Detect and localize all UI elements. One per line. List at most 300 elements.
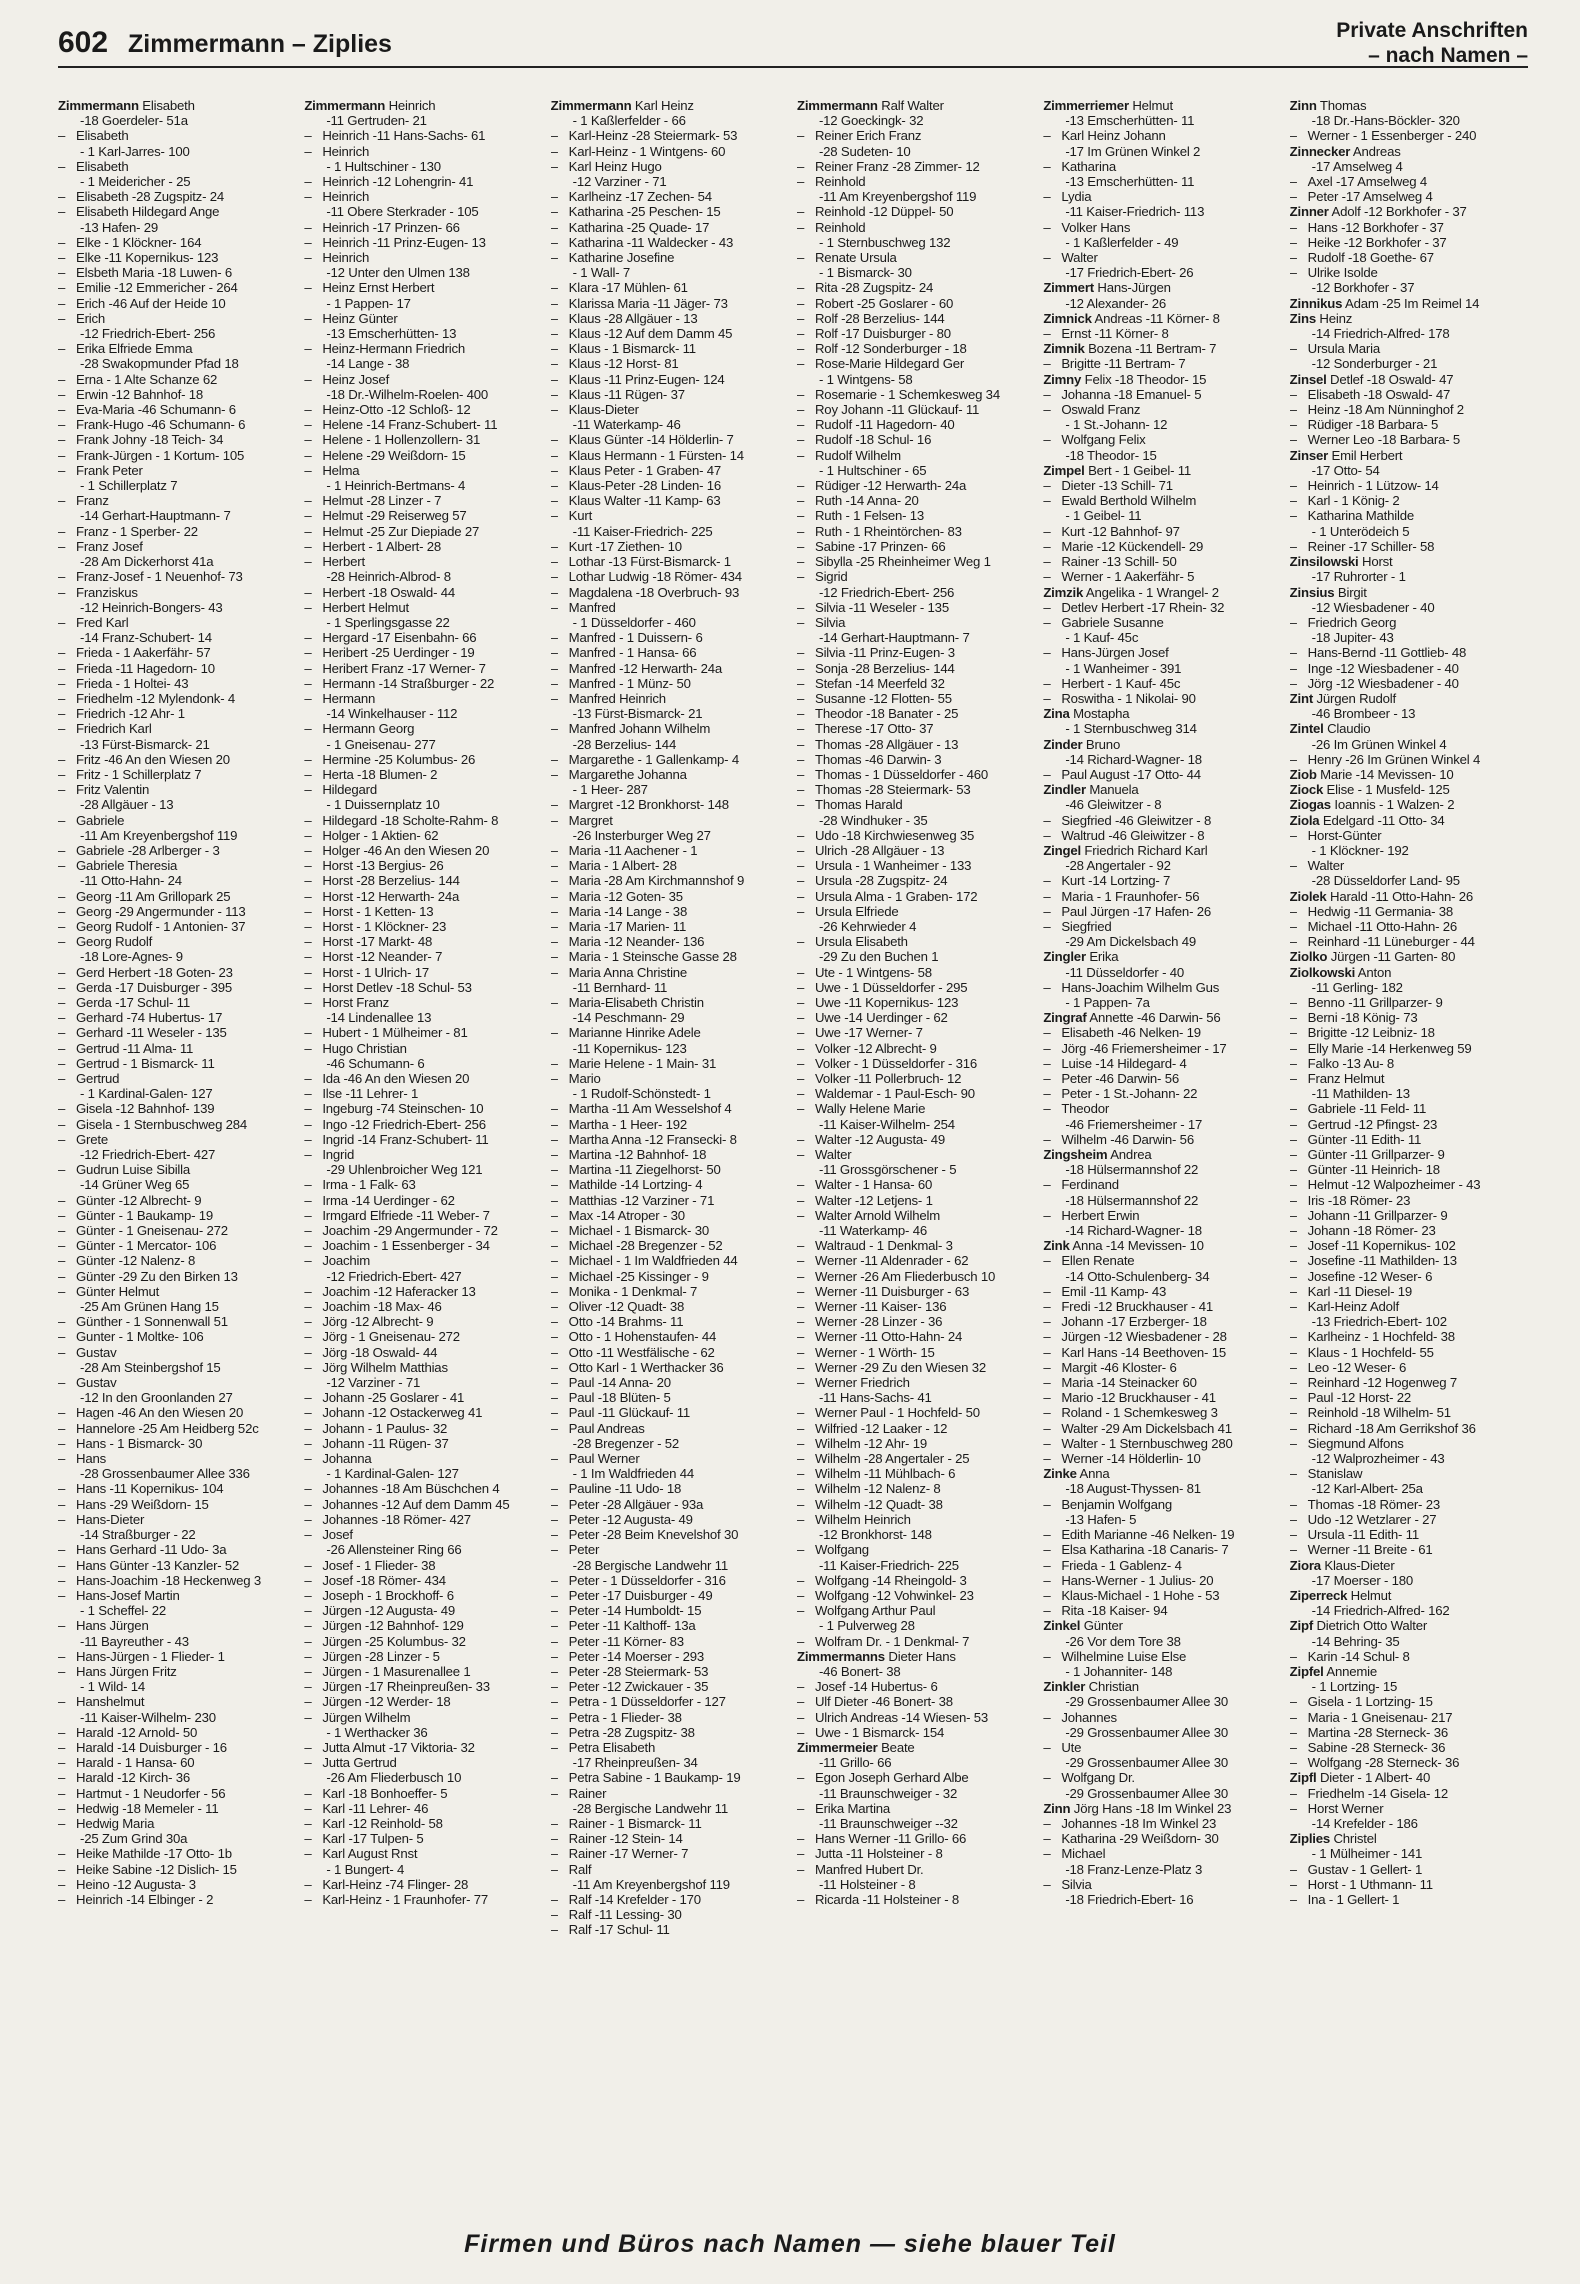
directory-entry: – Martina -11 Ziegelhorst- 50: [550, 1162, 721, 1178]
directory-entry: – Rainer -17 Werner- 7: [550, 1846, 689, 1862]
directory-entry: – Helmut -25 Zur Diepiade 27: [304, 523, 480, 539]
directory-entry: – Petra Sabine - 1 Baukamp- 19: [550, 1770, 741, 1786]
directory-entry: – Egon Joseph Gerhard Albe: [796, 1770, 969, 1786]
directory-entry: – Rainer: [550, 1785, 607, 1801]
directory-entry: – Karl -18 Bonhoeffer- 5: [304, 1785, 448, 1801]
directory-entry: -12 Heinrich-Bongers- 43: [80, 599, 223, 615]
directory-entry: – Heinrich -11 Prinz-Eugen- 13: [304, 234, 486, 250]
directory-entry: – Franz: [58, 493, 109, 509]
directory-entry: – Werner -11 Kaiser- 136: [796, 1299, 947, 1315]
directory-entry: – Joseph - 1 Brockhoff- 6: [304, 1587, 454, 1603]
directory-entry: – Klaus Hermann - 1 Fürsten- 14: [550, 447, 744, 463]
directory-entry: – Benjamin Wolfgang: [1043, 1496, 1173, 1512]
directory-entry: -13 Hafen- 29: [80, 219, 159, 235]
directory-entry: Zinkler Christian: [1043, 1679, 1139, 1695]
directory-entry: – Karl-Heinz Adolf: [1289, 1299, 1399, 1315]
directory-entry: – Edith Marianne -46 Nelken- 19: [1043, 1527, 1235, 1543]
directory-entry: – Ursula -11 Edith- 11: [1289, 1527, 1419, 1543]
directory-entry: – Katharina -11 Waldecker - 43: [550, 234, 734, 250]
directory-entry: – Ingrid -14 Franz-Schubert- 11: [304, 1131, 489, 1147]
directory-entry: – Günter -11 Heinrich- 18: [1289, 1162, 1440, 1178]
directory-entry: – Hildegard: [304, 782, 377, 798]
directory-entry: Zinser Emil Herbert: [1289, 447, 1403, 463]
directory-entry: – Manfred - 1 Hansa- 66: [550, 645, 697, 661]
directory-entry: – Martina -12 Bahnhof- 18: [550, 1147, 707, 1163]
directory-entry: – Maria -12 Goten- 35: [550, 888, 683, 904]
directory-entry: -11 Grillo- 66: [818, 1755, 892, 1771]
directory-entry: – Maria -14 Lange - 38: [550, 903, 688, 919]
directory-entry: – Holger -46 An den Wiesen 20: [304, 842, 490, 858]
directory-entry: – Jürgen -25 Kolumbus- 32: [304, 1633, 466, 1649]
directory-entry: Zimmermeier Beate: [796, 1739, 915, 1755]
directory-entry: -14 Lindenallee 13: [326, 1010, 432, 1026]
directory-entry: – Franz - 1 Sperber- 22: [58, 523, 198, 539]
directory-entry: – Maria - 1 Gneisenau- 217: [1289, 1709, 1453, 1725]
directory-entry: – Leo -12 Weser- 6: [1289, 1359, 1407, 1375]
directory-entry: -14 Krefelder - 186: [1311, 1815, 1418, 1831]
directory-entry: -26 Insterburger Weg 27: [572, 827, 711, 843]
directory-entry: – Friedrich Georg: [1289, 614, 1397, 630]
directory-entry: – Rainer -13 Schill- 50: [1043, 554, 1177, 570]
directory-entry: – Werner Paul - 1 Hochfeld- 50: [796, 1405, 980, 1421]
directory-entry: – Klaus -11 Rügen- 37: [550, 386, 685, 402]
directory-entry: - 1 Schillerplatz 7: [80, 478, 178, 494]
directory-entry: Ziola Edelgard -11 Otto- 34: [1289, 812, 1445, 828]
directory-entry: – Peter -11 Kalthoff- 13a: [550, 1618, 696, 1634]
directory-entry: – Ingeburg -74 Steinschen- 10: [304, 1101, 484, 1117]
directory-entry: Zimmermann Elisabeth: [58, 98, 195, 113]
directory-entry: – Johannes: [1043, 1709, 1117, 1725]
directory-entry: Zinn Jörg Hans -18 Im Winkel 23: [1043, 1800, 1232, 1816]
directory-entry: – Maria -11 Aachener - 1: [550, 842, 698, 858]
directory-entry: -11 Am Kreyenbergshof 119: [80, 827, 238, 843]
directory-entry: - 1 Im Waldfrieden 44: [572, 1466, 695, 1482]
directory-entry: – Waltrud -46 Gleiwitzer - 8: [1043, 827, 1205, 843]
directory-entry: – Heinrich -14 Elbinger - 2: [58, 1891, 214, 1907]
directory-entry: – Falko -13 Au- 8: [1289, 1055, 1395, 1071]
directory-entry: – Hedwig -18 Memeler - 11: [58, 1800, 219, 1816]
directory-entry: – Volker Hans: [1043, 219, 1131, 235]
directory-entry: – Georg -29 Angermunder - 113: [58, 903, 246, 919]
directory-entry: – Sibylla -25 Rheinheimer Weg 1: [796, 554, 991, 570]
directory-entry: – Helmut -12 Walpozheimer - 43: [1289, 1177, 1481, 1193]
directory-entry: -18 Hülsermannshof 22: [1065, 1192, 1199, 1208]
directory-entry: – Herbert -18 Oswald- 44: [304, 584, 455, 600]
directory-entry: – Jutta -11 Holsteiner - 8: [796, 1846, 943, 1862]
directory-entry: – Hans Jürgen: [58, 1618, 149, 1634]
directory-entry: – Reinhard -11 Lüneburger - 44: [1289, 934, 1475, 950]
directory-entry: - 1 Unterödeich 5: [1311, 523, 1410, 539]
directory-entry: -26 Im Grünen Winkel 4: [1311, 736, 1447, 752]
directory-entry: – Erich: [58, 310, 106, 326]
directory-entry: – Joachim -12 Haferacker 13: [304, 1283, 476, 1299]
directory-entry: – Horst -13 Bergius- 26: [304, 858, 444, 874]
section-title-line1: Private Anschriften: [1336, 19, 1528, 42]
directory-entry: – Erika Martina: [796, 1800, 891, 1816]
directory-entry: – Marie -12 Kückendell- 29: [1043, 538, 1204, 554]
directory-entry: – Volker -11 Pollerbruch- 12: [796, 1071, 962, 1086]
directory-entry: Zinke Anna: [1043, 1466, 1110, 1482]
directory-entry: -14 Otto-Schulenberg- 34: [1065, 1268, 1210, 1284]
directory-entry: – Karl Heinz Johann: [1043, 128, 1166, 144]
directory-entry: Zinnikus Adam -25 Im Reimel 14: [1289, 295, 1480, 311]
directory-entry: – Lothar Ludwig -18 Römer- 434: [550, 569, 742, 585]
directory-entry: -11 Waterkamp- 46: [572, 417, 681, 433]
directory-entry: – Jürgen -12 Werder- 18: [304, 1694, 451, 1710]
directory-entry: Zins Heinz: [1289, 310, 1353, 326]
directory-entry: – Herbert Helmut: [304, 599, 409, 615]
directory-entry: – Ute: [1043, 1739, 1082, 1755]
directory-entry: -11 Bayreuther - 43: [80, 1633, 189, 1649]
directory-entry: – Heike Mathilde -17 Otto- 1b: [58, 1846, 232, 1862]
directory-entry: – Heinz-Hermann Friedrich: [304, 341, 466, 357]
directory-entry: – Petra Elisabeth: [550, 1739, 656, 1755]
directory-entry: – Sonja -28 Berzelius- 144: [796, 660, 955, 676]
directory-entry: – Johannes -18 Im Winkel 23: [1043, 1815, 1217, 1831]
directory-entry: -28 Windhuker - 35: [818, 812, 928, 828]
directory-entry: - 1 Meidericher - 25: [80, 174, 191, 190]
directory-entry: – Gabriele Theresia: [58, 858, 178, 874]
footer-note: Firmen und Büros nach Namen — siehe blauer Teil: [464, 2230, 1116, 2258]
directory-entry: -11 Braunschweiger --32: [818, 1815, 958, 1831]
directory-entry: -18 Jupiter- 43: [1311, 630, 1394, 646]
directory-entry: – Peter: [550, 1542, 600, 1558]
directory-entry: – Klaus -11 Prinz-Eugen- 124: [550, 371, 725, 387]
directory-entry: – Werner -26 Am Fliederbusch 10: [796, 1268, 996, 1284]
directory-entry: – Otto -11 Westfälische - 62: [550, 1344, 715, 1360]
directory-entry: – Emilie -12 Emmericher - 264: [58, 280, 238, 296]
directory-entry: – Gabriele: [58, 812, 125, 828]
directory-entry: – Gerhard -11 Weseler - 135: [58, 1025, 227, 1041]
directory-entry: -46 Friemersheimer - 17: [1065, 1116, 1203, 1132]
directory-entry: – Herbert - 1 Albert- 28: [304, 538, 442, 554]
directory-entry: - 1 Pappen- 17: [326, 295, 411, 311]
directory-entry: – Klaus Walter -11 Kamp- 63: [550, 493, 721, 509]
directory-entry: – Elisabeth: [58, 158, 129, 174]
directory-entry: – Hans Jürgen Fritz: [58, 1663, 177, 1679]
directory-entry: – Klarissa Maria -11 Jäger- 73: [550, 295, 728, 311]
directory-entry: Zingsheim Andrea: [1043, 1147, 1152, 1163]
directory-entry: – Ida -46 An den Wiesen 20: [304, 1071, 470, 1086]
directory-entry: -11 Kaiser-Friedrich- 225: [818, 1557, 959, 1573]
directory-entry: – Ingrid: [304, 1147, 355, 1163]
directory-entry: -18 Lore-Agnes- 9: [80, 949, 183, 965]
directory-entry: – Karl -17 Tulpen- 5: [304, 1831, 424, 1847]
directory-entry: – Ruth - 1 Felsen- 13: [796, 508, 925, 524]
directory-entry: – Margret -12 Bronkhorst- 148: [550, 797, 729, 813]
directory-entry: -12 Borkhofer - 37: [1311, 280, 1415, 296]
directory-entry: – Paul Werner: [550, 1451, 640, 1467]
directory-entry: – Klaus -12 Horst- 81: [550, 356, 679, 372]
directory-entry: – Karl Heinz Hugo: [550, 158, 662, 174]
directory-entry: -12 Bronkhorst- 148: [818, 1527, 932, 1543]
directory-entry: – Frieda - 1 Gablenz- 4: [1043, 1557, 1182, 1573]
directory-entry: - 1 Kauf- 45c: [1065, 630, 1139, 646]
directory-entry: Ziora Klaus-Dieter: [1289, 1557, 1395, 1573]
directory-entry: - 1 Lortzing- 15: [1311, 1679, 1398, 1695]
directory-entry: – Stanislaw: [1289, 1466, 1363, 1482]
directory-entry: – Benno -11 Grillparzer- 9: [1289, 994, 1443, 1010]
directory-entry: – Hans-Werner - 1 Julius- 20: [1043, 1572, 1214, 1588]
directory-entry: – Mario: [550, 1071, 601, 1086]
directory-entry: – Gerd Herbert -18 Goten- 23: [58, 964, 233, 980]
directory-entry: – Ralf -14 Krefelder - 170: [550, 1891, 701, 1907]
directory-entry: -26 Vor dem Tore 38: [1065, 1633, 1181, 1649]
directory-entry: – Fritz -46 An den Wiesen 20: [58, 751, 230, 767]
directory-entry: – Horst -12 Herwarth- 24a: [304, 888, 460, 904]
directory-entry: – Petra -28 Zugspitz- 38: [550, 1724, 695, 1740]
directory-entry: -12 Friedrich-Ebert- 256: [818, 584, 955, 600]
directory-entry: -28 Bregenzer - 52: [572, 1435, 680, 1451]
directory-entry: -11 Braunschweiger - 32: [818, 1785, 958, 1801]
directory-entry: -11 Grossgörschener - 5: [818, 1162, 957, 1178]
directory-entry: Zimny Felix -18 Theodor- 15: [1043, 371, 1207, 387]
directory-entry: – Wilhelm -12 Ahr- 19: [796, 1435, 927, 1451]
directory-entry: – Klara -17 Mühlen- 61: [550, 280, 688, 296]
directory-entry: – Klaus-Dieter: [550, 402, 639, 418]
directory-entry: -17 Moerser - 180: [1311, 1572, 1414, 1588]
directory-entry: Zimmermanns Dieter Hans: [796, 1648, 956, 1664]
directory-entry: – Jürgen -12 Bahnhof- 129: [304, 1618, 464, 1634]
directory-entry: – Peter -28 Beim Knevelshof 30: [550, 1527, 739, 1543]
directory-entry: – Ruth -14 Anna- 20: [796, 493, 919, 509]
directory-entry: – Udo -18 Kirchwiesenweg 35: [796, 827, 975, 843]
directory-entry: – Katharina -25 Quade- 17: [550, 219, 710, 235]
directory-entry: – Katharina: [1043, 158, 1116, 174]
directory-entry: – Heike -12 Borkhofer - 37: [1289, 234, 1447, 250]
directory-entry: – Johannes -18 Am Büschchen 4: [304, 1481, 500, 1497]
directory-entry: -17 Friedrich-Ebert- 26: [1065, 265, 1194, 281]
directory-entry: – Hans: [58, 1451, 106, 1467]
directory-entry: – Harald -12 Arnold- 50: [58, 1724, 198, 1740]
directory-entry: – Heribert Franz -17 Werner- 7: [304, 660, 486, 676]
directory-entry: – Reinhold: [796, 174, 866, 190]
directory-entry: – Peter -17 Amselweg 4: [1289, 189, 1433, 205]
directory-entry: – Irma - 1 Falk- 63: [304, 1177, 416, 1193]
directory-entry: – Martha - 1 Heer- 192: [550, 1116, 688, 1132]
directory-entry: – Therese -17 Otto- 37: [796, 721, 934, 737]
directory-entry: – Sabine -17 Prinzen- 66: [796, 538, 946, 554]
directory-entry: – Wilhelmine Luise Else: [1043, 1648, 1187, 1664]
directory-entry: Zingraf Annette -46 Darwin- 56: [1043, 1010, 1221, 1026]
directory-entry: – Wilhelm -46 Darwin- 56: [1043, 1131, 1194, 1147]
directory-entry: – Volker -12 Albrecht- 9: [796, 1040, 937, 1056]
directory-entry: – Ursula Elisabeth: [796, 934, 908, 950]
directory-entry: – Herta -18 Blumen- 2: [304, 766, 438, 782]
directory-entry: -12 Unter den Ulmen 138: [326, 265, 470, 281]
directory-entry: - 1 Pulverweg 28: [818, 1618, 915, 1634]
directory-entry: – Frieda - 1 Holtei- 43: [58, 675, 189, 691]
directory-entry: – Elisabeth -46 Nelken- 19: [1043, 1025, 1201, 1041]
directory-entry: – Max -14 Atroper - 30: [550, 1207, 685, 1223]
directory-entry: – Hans-Joachim Wilhelm Gus: [1043, 979, 1220, 995]
directory-entry: – Thomas Harald: [796, 797, 903, 813]
directory-entry: – Horst - 1 Ketten- 13: [304, 903, 434, 919]
directory-entry: – Gustav: [58, 1344, 117, 1360]
directory-entry: -29 Grossenbaumer Allee 30: [1065, 1694, 1228, 1710]
directory-entry: – Oswald Franz: [1043, 402, 1141, 418]
directory-entry: – Volker - 1 Düsseldorfer - 316: [796, 1055, 978, 1071]
directory-entry: – Werner - 1 Wörth- 15: [796, 1344, 935, 1360]
directory-entry: – Günther - 1 Sonnenwall 51: [58, 1314, 228, 1330]
directory-entry: – Wilhelm -12 Nalenz- 8: [796, 1481, 941, 1497]
directory-entry: – Herbert Erwin: [1043, 1207, 1140, 1223]
directory-entry: -11 Waterkamp- 46: [818, 1223, 927, 1239]
directory-entry: – Wolfgang Dr.: [1043, 1770, 1135, 1786]
directory-entry: – Wilhelm -12 Quadt- 38: [796, 1496, 943, 1512]
directory-entry: – Hagen -46 An den Wiesen 20: [58, 1405, 244, 1421]
directory-entry: – Ursula Maria: [1289, 341, 1380, 357]
directory-entry: Zindler Manuela: [1043, 782, 1139, 798]
directory-entry: – Paul -12 Horst- 22: [1289, 1390, 1412, 1406]
directory-entry: – Gerhard -74 Hubertus- 17: [58, 1010, 223, 1026]
directory-entry: – Frieda -11 Hagedorn- 10: [58, 660, 215, 676]
directory-entry: – Ellen Renate: [1043, 1253, 1135, 1269]
directory-entry: – Margarethe - 1 Gallenkamp- 4: [550, 751, 739, 767]
directory-entry: -14 Peschmann- 29: [572, 1010, 685, 1026]
directory-entry: – Michael -11 Otto-Hahn- 26: [1289, 918, 1458, 934]
directory-entry: – Erika Elfriede Emma: [58, 341, 193, 357]
directory-entry: – Sigrid: [796, 569, 848, 585]
directory-entry: Zingel Friedrich Richard Karl: [1043, 842, 1208, 858]
directory-entry: – Emil -11 Kamp- 43: [1043, 1283, 1167, 1299]
directory-entry: – Frank-Hugo -46 Schumann- 6: [58, 417, 246, 433]
directory-entry: – Paul August -17 Otto- 44: [1043, 766, 1201, 782]
directory-entry: - 1 Bungert- 4: [326, 1861, 405, 1877]
directory-entry: -29 Grossenbaumer Allee 30: [1065, 1755, 1228, 1771]
directory-entry: – Elke - 1 Klöckner- 164: [58, 234, 202, 250]
directory-entry: – Werner -11 Duisburger - 63: [796, 1283, 970, 1299]
directory-entry: – Helene - 1 Hollenzollern- 31: [304, 432, 481, 448]
directory-entry: -28 Am Dickerhorst 41a: [80, 554, 214, 570]
directory-entry: – Uwe - 1 Bismarck- 154: [796, 1724, 945, 1740]
directory-entry: – Gabriele -11 Feld- 11: [1289, 1101, 1427, 1117]
directory-entry: – Paul -11 Glückauf- 11: [550, 1405, 691, 1421]
directory-entry: – Friedhelm -12 Mylendonk- 4: [58, 690, 235, 706]
directory-entry: – Johann -12 Ostackerweg 41: [304, 1405, 483, 1421]
directory-entry: Ziplies Christel: [1289, 1831, 1377, 1847]
directory-entry: - 1 Bismarck- 30: [818, 265, 912, 281]
directory-entry: -18 Dr.-Wilhelm-Roelen- 400: [326, 386, 489, 402]
directory-entry: - 1 Sternbuschweg 132: [818, 234, 951, 250]
directory-entry: – Friedrich -12 Ahr- 1: [58, 706, 185, 722]
directory-entry: – Silvia -11 Weseler - 135: [796, 599, 949, 615]
directory-entry: – Walter - 1 Sternbuschweg 280: [1043, 1435, 1233, 1451]
directory-entry: – Werner -28 Linzer - 36: [796, 1314, 943, 1330]
column-1: [58, 98, 296, 2188]
directory-entry: – Irmgard Elfriede -11 Weber- 7: [304, 1207, 490, 1223]
directory-entry: Zipf Dietrich Otto Walter: [1289, 1618, 1428, 1634]
directory-entry: – Hermine -25 Kolumbus- 26: [304, 751, 476, 767]
directory-entry: -18 Franz-Lenze-Platz 3: [1065, 1861, 1203, 1877]
directory-entry: -11 Am Kreyenbergshof 119: [818, 189, 977, 205]
directory-entry: – Elly Marie -14 Herkenweg 59: [1289, 1040, 1472, 1056]
directory-entry: – Joachim: [304, 1253, 371, 1269]
directory-entry: – Katharina Mathilde: [1289, 508, 1415, 524]
directory-entry: – Karl -11 Lehrer- 46: [304, 1800, 429, 1816]
directory-entry: Zimmermann Ralf Walter: [796, 98, 944, 113]
directory-entry: – Günter - 1 Mercator- 106: [58, 1238, 217, 1254]
directory-entry: – Hedwig Maria: [58, 1815, 155, 1831]
directory-entry: - 1 Werthacker 36: [326, 1724, 428, 1740]
directory-entry: Zinkel Günter: [1043, 1618, 1123, 1634]
directory-entry: – Erwin -12 Bahnhof- 18: [58, 386, 204, 402]
directory-entry: Zinnecker Andreas: [1289, 143, 1401, 159]
directory-entry: -12 Friedrich-Ebert- 427: [80, 1147, 216, 1163]
directory-entry: – Josef: [304, 1527, 353, 1543]
directory-entry: – Klaus - 1 Bismarck- 11: [550, 341, 696, 357]
directory-entry: – Heinz Josef: [304, 371, 390, 387]
directory-entry: – Elsa Katharina -18 Canaris- 7: [1043, 1542, 1229, 1558]
directory-entry: – Jörg -12 Albrecht- 9: [304, 1314, 434, 1330]
directory-entry: – Gudrun Luise Sibilla: [58, 1162, 191, 1178]
directory-entry: – Horst - 1 Uthmann- 11: [1289, 1876, 1433, 1892]
directory-entry: – Katharina -25 Peschen- 15: [550, 204, 721, 220]
directory-entry: – Ingo -12 Friedrich-Ebert- 256: [304, 1116, 486, 1132]
directory-entry: -18 Dr.-Hans-Böckler- 320: [1311, 113, 1460, 129]
directory-entry: -13 Emscherhütten- 11: [1065, 174, 1195, 190]
directory-entry: – Peter -28 Steiermark- 53: [550, 1663, 709, 1679]
directory-entry: – Inge -12 Wiesbadener - 40: [1289, 660, 1459, 676]
directory-entry: - 1 Heer- 287: [572, 782, 648, 798]
directory-entry: – Roland - 1 Schemkesweg 3: [1043, 1405, 1218, 1421]
directory-entry: -29 Uhlenbroicher Weg 121: [326, 1162, 483, 1178]
directory-entry: – Walter: [1289, 858, 1345, 874]
directory-entry: Ziolko Jürgen -11 Garten- 80: [1289, 949, 1456, 965]
directory-entry: – Kurt: [550, 508, 593, 524]
directory-entry: – Hans-Joachim -18 Heckenweg 3: [58, 1572, 261, 1588]
directory-entry: -13 Fürst-Bismarck- 21: [572, 706, 703, 722]
directory-entry: – Margit -46 Kloster- 6: [1043, 1359, 1177, 1375]
directory-entry: – Herbert: [304, 554, 365, 570]
directory-entry: – Brigitte -11 Bertram- 7: [1043, 356, 1186, 372]
directory-entry: – Helma: [304, 462, 360, 478]
directory-entry: – Hans -29 Weißdorn- 15: [58, 1496, 209, 1512]
directory-entry: -11 Kopernikus- 123: [572, 1040, 687, 1056]
directory-entry: – Richard -18 Am Gerrikshof 36: [1289, 1420, 1476, 1436]
column-3: [551, 98, 789, 2188]
directory-entry: – Roy Johann -11 Glückauf- 11: [796, 402, 980, 418]
directory-entry: – Iris -18 Römer- 23: [1289, 1192, 1411, 1208]
directory-entry: - 1 Geibel- 11: [1065, 508, 1142, 524]
directory-entry: – Ernst -11 Körner- 8: [1043, 326, 1169, 342]
directory-entry: – Gisela - 1 Sternbuschweg 284: [58, 1116, 248, 1132]
directory-entry: -13 Hafen- 5: [1065, 1511, 1137, 1527]
directory-entry: – Karin -14 Schul- 8: [1289, 1648, 1410, 1664]
directory-entry: – Joachim - 1 Essenberger - 34: [304, 1238, 490, 1254]
directory-entry: -11 Gerling- 182: [1311, 979, 1403, 995]
directory-entry: -11 Kaiser-Wilhelm- 230: [80, 1709, 216, 1725]
directory-entry: – Otto - 1 Hohenstaufen- 44: [550, 1329, 717, 1345]
directory-entry: – Günter -11 Grillparzer- 9: [1289, 1147, 1445, 1163]
directory-entry: – Maria - 1 Steinsche Gasse 28: [550, 949, 737, 965]
directory-entry: -12 Friedrich-Ebert- 427: [326, 1268, 462, 1284]
directory-entry: Ziogas Ioannis - 1 Walzen- 2: [1289, 797, 1455, 813]
directory-entry: – Rudolf -18 Schul- 16: [796, 432, 932, 448]
directory-entry: – Heinrich -12 Lohengrin- 41: [304, 174, 474, 190]
directory-entry: – Eva-Maria -46 Schumann- 6: [58, 402, 236, 418]
directory-entry: – Wolfgang -12 Vohwinkel- 23: [796, 1587, 974, 1603]
directory-entry: – Ulrich -28 Allgäuer - 13: [796, 842, 945, 858]
directory-entry: – Helmut -29 Reiserweg 57: [304, 508, 467, 524]
directory-entry: – Petra - 1 Flieder- 38: [550, 1709, 682, 1725]
directory-entry: – Elisabeth -28 Zugspitz- 24: [58, 189, 225, 205]
directory-entry: -18 August-Thyssen- 81: [1065, 1481, 1201, 1497]
directory-entry: – Ewald Berthold Wilhelm: [1043, 493, 1197, 509]
directory-entry: – Heike Sabine -12 Dislich- 15: [58, 1861, 237, 1877]
column-5: [1043, 98, 1281, 2188]
directory-entry: - 1 Hultschiner - 65: [818, 462, 927, 478]
